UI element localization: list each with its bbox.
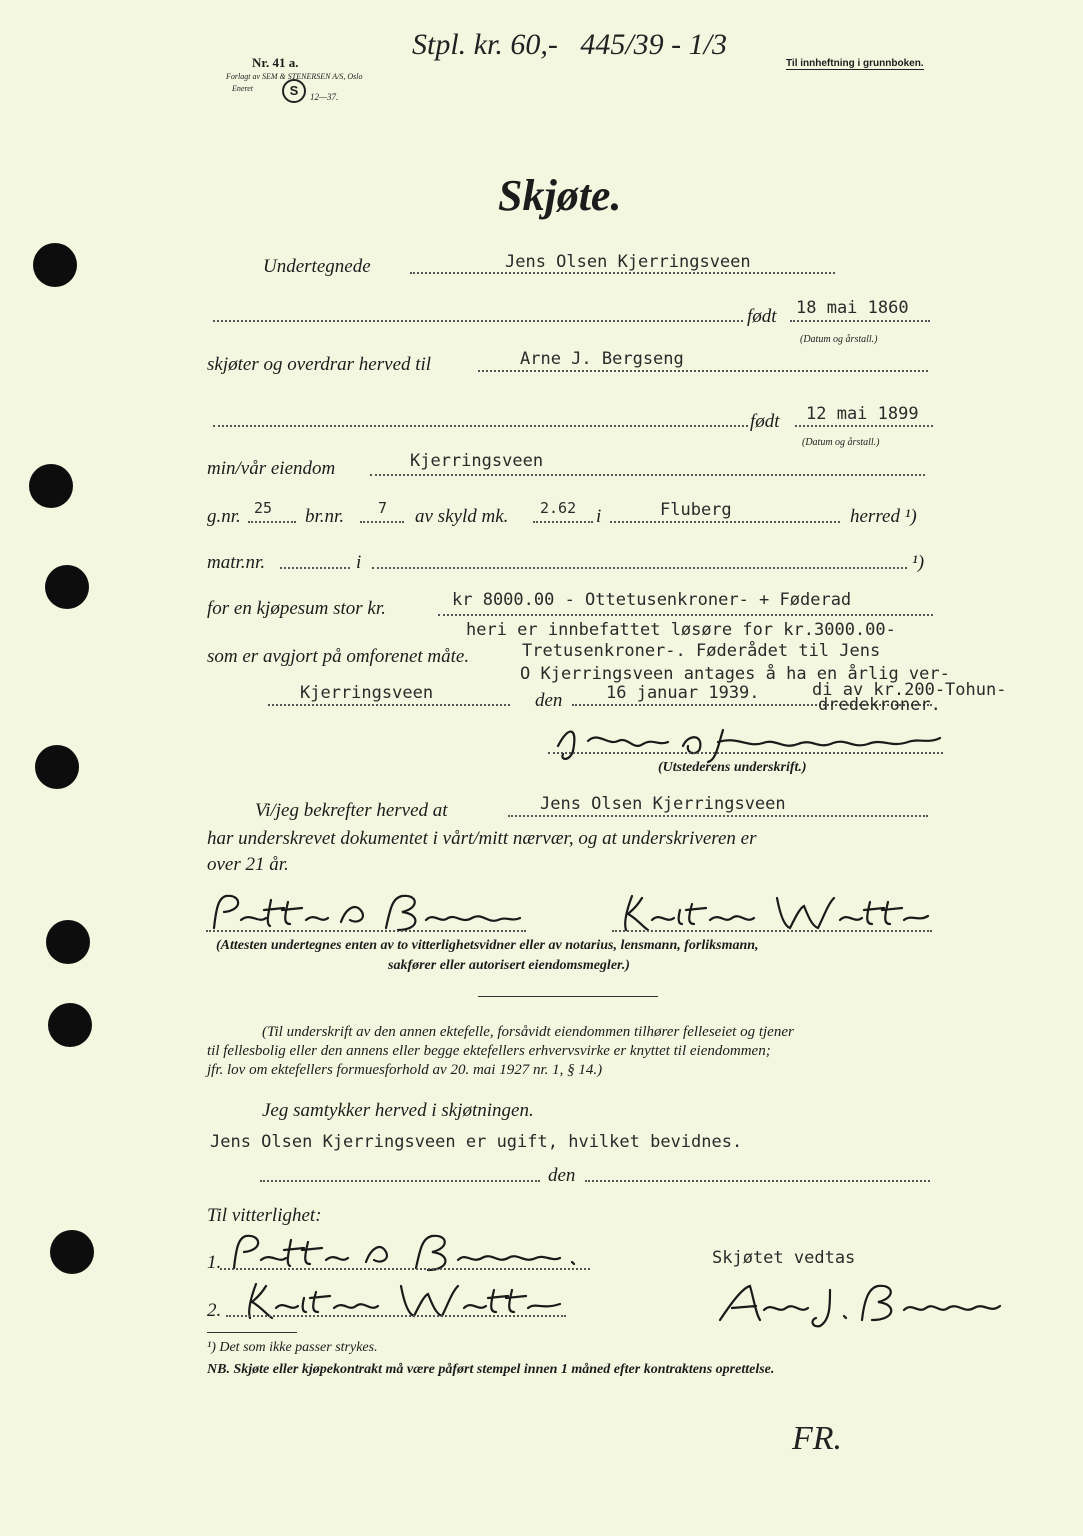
datum2-hint: (Datum og årstall.) [802, 437, 880, 448]
skyld-value: 2.62 [540, 499, 577, 517]
skyld-line [533, 521, 593, 523]
gnr-line [248, 521, 296, 523]
matr-footnote-mark: ¹) [912, 552, 925, 573]
matr-i-line [372, 567, 907, 569]
gnr-label: g.nr. [207, 506, 241, 527]
confirm-value: Jens Olsen Kjerringsveen [540, 794, 786, 814]
footnote-1: ¹) Det som ikke passer strykes. [207, 1340, 378, 1355]
eiendom-value: Kjerringsveen [410, 451, 544, 471]
eiendom-label: min/vår eiendom [207, 458, 336, 479]
matr-label: matr.nr. [207, 552, 266, 573]
witness-line-1 [206, 930, 526, 932]
fodt2-date-line [795, 425, 933, 427]
kjopesum-typed-line4: O Kjerringsveen antages å ha en årlig ver- [520, 664, 950, 684]
issuer-signature-line [548, 752, 943, 754]
confirm-line [508, 815, 928, 817]
consent-label: Jeg samtykker herved i skjøtningen. [262, 1100, 534, 1121]
kjopesum-typed-line3: Tretusenkroner-. Føderådet til Jens [522, 641, 881, 661]
punch-hole-2 [29, 464, 73, 508]
brnr-value: 7 [378, 499, 388, 517]
clerk-initials: FR. [792, 1420, 843, 1457]
avgjort-label: som er avgjort på omforenet måte. [207, 646, 470, 667]
skjoter-value: Arne J. Bergseng [520, 349, 684, 369]
skyld-label: av skyld mk. [415, 506, 509, 527]
brnr-label: br.nr. [305, 506, 345, 527]
gnr-value: 25 [254, 499, 273, 517]
kjopesum-typed-line5: di av kr.200-Tohun- [812, 680, 1007, 700]
den2-label: den [548, 1165, 576, 1186]
accepted-typed: Skjøtet vedtas [712, 1248, 856, 1268]
punch-hole-5 [46, 920, 90, 964]
footnote-2: NB. Skjøte eller kjøpekontrakt må være påført stempel innen 1 måned efter kontraktens oprettelse. [207, 1362, 775, 1377]
stamp-fee-handwritten-note: Stpl. kr. 60,- 445/39 - 1/3 [412, 28, 727, 61]
form-number: Nr. 41 a. [252, 55, 299, 70]
kjopesum-label: for en kjøpesum stor kr. [207, 598, 386, 619]
registry-label: Til innheftning i grunnboken. [786, 58, 924, 69]
kjopesum-typed-line2: heri er innbefattet løsøre for kr.3000.00- [466, 620, 896, 640]
attest-note-line1: (Attesten undertegnes enten av to vitterlighetsvidner eller av notarius, lensmann, forliksmann, [216, 938, 759, 953]
punch-hole-3 [45, 565, 89, 609]
kjopesum-value: kr 8000.00 - Ottetusenkroner- + Føderad [452, 590, 852, 610]
witness-signature-2 [612, 890, 932, 935]
punch-hole-4 [35, 745, 79, 789]
publisher-line: Forlagt av SEM & STENERSEN A/S, Oslo [226, 72, 363, 81]
witness-number-1: 1. [207, 1252, 222, 1273]
punch-hole-7 [50, 1230, 94, 1274]
confirm-label: Vi/jeg bekrefter herved at [255, 800, 448, 821]
herred-label: herred ¹) [850, 506, 917, 527]
witness-number-2: 2. [207, 1300, 222, 1321]
witness-final-line-2 [226, 1315, 566, 1317]
fodt2-line [213, 425, 748, 427]
datum1-hint: (Datum og årstall.) [800, 334, 878, 345]
spouse-note-line3: jfr. lov om ektefellers formuesforhold av 20. mai 1927 nr. 1, § 14.) [207, 1062, 603, 1078]
vitterlighet-label: Til vitterlighet: [207, 1205, 322, 1226]
herred-line [610, 521, 840, 523]
matr-line [280, 567, 350, 569]
witness-final-line-1 [220, 1268, 590, 1270]
undertegnede-line [410, 272, 835, 274]
skjoter-line [478, 370, 928, 372]
den-label: den [535, 690, 563, 711]
fodt1-value: 18 mai 1860 [796, 298, 909, 318]
punch-hole-6 [48, 1003, 92, 1047]
consent-typed: Jens Olsen Kjerringsveen er ugift, hvilket bevidnes. [210, 1132, 743, 1152]
place-value: Kjerringsveen [300, 683, 434, 703]
issuer-signature [548, 716, 948, 766]
skyld-i-label: i [596, 506, 602, 527]
eiendom-line [370, 474, 925, 476]
consent-date-line [585, 1180, 930, 1182]
fodt1-date-line [790, 320, 930, 322]
fodt1-label: født [747, 306, 777, 327]
attest-note-line2: sakfører eller autorisert eiendomsmegler.) [388, 958, 630, 973]
buyer-signature [712, 1280, 1012, 1330]
section-divider [478, 996, 658, 997]
publisher-eneret: Eneret [232, 84, 254, 93]
footnote-divider [207, 1332, 297, 1333]
confirm-line2: har underskrevet dokumentet i vårt/mitt nærvær, og at underskriveren er [207, 828, 757, 849]
date-value: 16 januar 1939. [606, 683, 760, 703]
witness-line-2 [612, 930, 932, 932]
punch-hole-1 [33, 243, 77, 287]
undertegnede-label: Undertegnede [263, 256, 371, 277]
skjoter-label: skjøter og overdrar herved til [207, 354, 432, 375]
spouse-note-line2: til fellesbolig eller den annens eller begge ektefellers erhvervsvirke er knyttet til eiendommen; [207, 1043, 771, 1059]
place-line [268, 704, 510, 706]
matr-i-label: i [356, 552, 362, 573]
kjopesum-typed-line6: dredekroner. [818, 695, 941, 715]
kjopesum-line [438, 614, 933, 616]
confirm-line3: over 21 år. [207, 854, 289, 875]
document-title: Skjøte. [498, 171, 622, 220]
spouse-note-line1: (Til underskrift av den annen ektefelle, forsåvidt eiendommen tilhører felleseiet og tjener [262, 1024, 794, 1040]
witness-signature-1 [206, 890, 526, 935]
brnr-line [360, 521, 404, 523]
herred-value: Fluberg [660, 500, 732, 520]
undertegnede-value: Jens Olsen Kjerringsveen [505, 252, 751, 272]
fodt1-line [213, 320, 743, 322]
issuer-caption: (Utstederens underskrift.) [658, 760, 807, 775]
consent-place-line [260, 1180, 540, 1182]
publisher-date: 12—37. [310, 92, 339, 102]
fodt2-value: 12 mai 1899 [806, 404, 919, 424]
fodt2-label: født [750, 411, 780, 432]
publisher-logo-icon: S [282, 79, 306, 103]
